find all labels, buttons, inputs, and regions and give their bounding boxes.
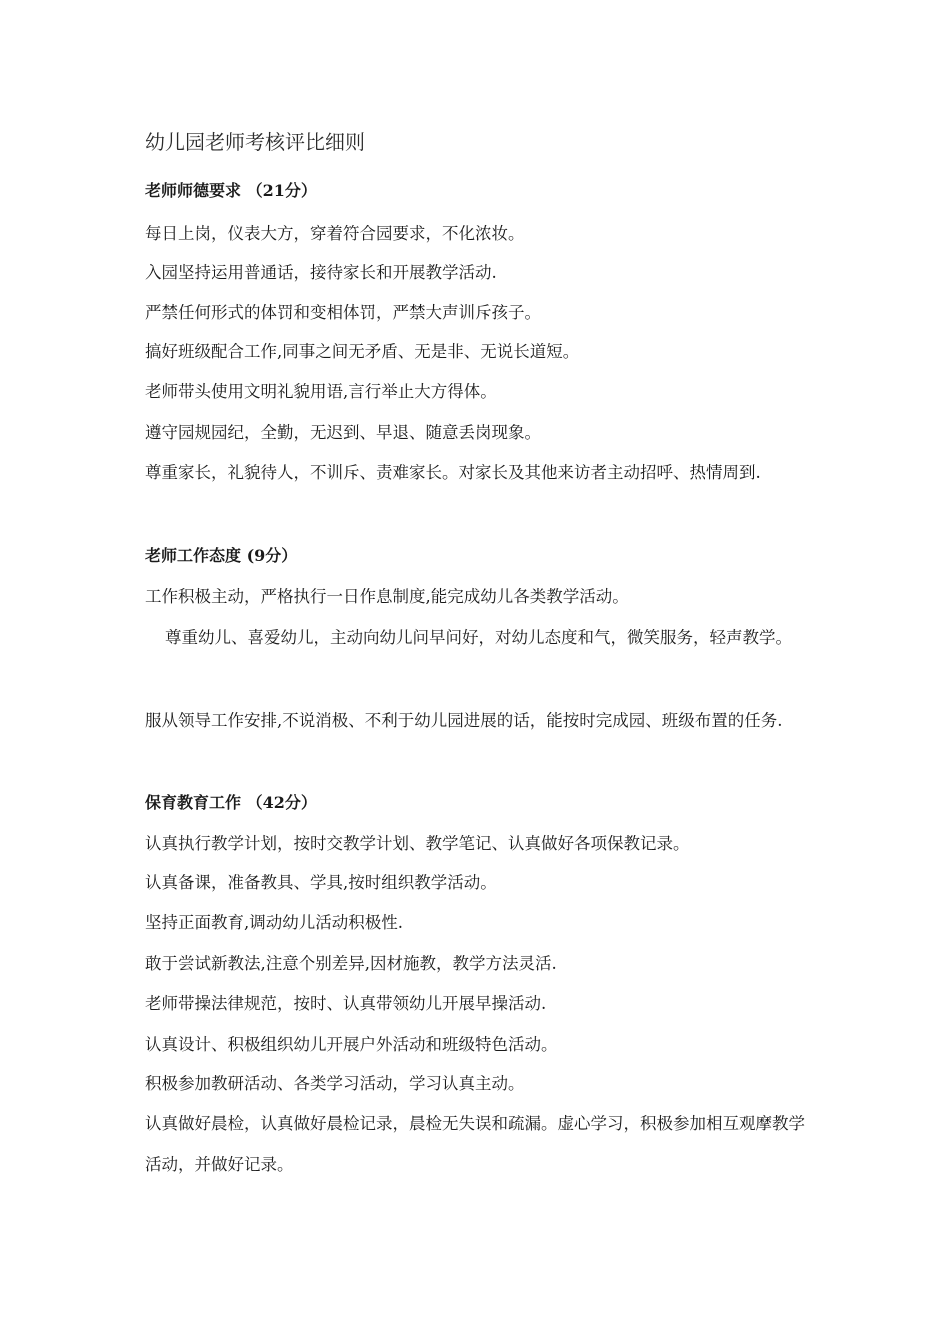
list-item: 入园坚持运用普通话，接待家长和开展教学活动. bbox=[145, 263, 497, 282]
section-heading-ethics: 老师师德要求 （21分） bbox=[145, 181, 317, 200]
list-item: 坚持正面教育,调动幼儿活动积极性. bbox=[145, 913, 403, 932]
list-item: 老师带操法律规范，按时、认真带领幼儿开展早操活动. bbox=[145, 994, 547, 1013]
list-item: 服从领导工作安排,不说消极、不利于幼儿园进展的话，能按时完成园、班级布置的任务. bbox=[145, 711, 783, 730]
document-title: 幼儿园老师考核评比细则 bbox=[145, 130, 365, 154]
list-item: 遵守园规园纪，全勤，无迟到、早退、随意丢岗现象。 bbox=[145, 423, 541, 442]
list-item: 尊重幼儿、喜爱幼儿，主动向幼儿问早问好，对幼儿态度和气，微笑服务，轻声教学。 bbox=[165, 628, 792, 647]
list-item: 搞好班级配合工作,同事之间无矛盾、无是非、无说长道短。 bbox=[145, 342, 580, 361]
list-item: 认真做好晨检，认真做好晨检记录，晨检无失误和疏漏。虚心学习，积极参加相互观摩教学活动，并做好记录。 bbox=[145, 1114, 805, 1174]
list-item: 老师带头使用文明礼貌用语,言行举止大方得体。 bbox=[145, 382, 497, 401]
list-item: 每日上岗，仪表大方，穿着符合园要求，不化浓妆。 bbox=[145, 224, 525, 243]
list-item: 工作积极主动，严格执行一日作息制度,能完成幼儿各类教学活动。 bbox=[145, 587, 629, 606]
list-item: 认真执行教学计划，按时交教学计划、教学笔记、认真做好各项保教记录。 bbox=[145, 834, 690, 853]
list-item: 积极参加教研活动、各类学习活动，学习认真主动。 bbox=[145, 1074, 525, 1093]
list-item: 严禁任何形式的体罚和变相体罚，严禁大声训斥孩子。 bbox=[145, 303, 541, 322]
section-heading-education: 保育教育工作 （42分） bbox=[145, 793, 317, 812]
list-item: 认真设计、积极组织幼儿开展户外活动和班级特色活动。 bbox=[145, 1035, 558, 1054]
list-item: 尊重家长，礼貌待人，不训斥、责难家长。对家长及其他来访者主动招呼、热情周到. bbox=[145, 463, 761, 482]
list-item: 认真备课，准备教具、学具,按时组织教学活动。 bbox=[145, 873, 497, 892]
list-item: 敢于尝试新教法,注意个别差异,因材施教，教学方法灵活. bbox=[145, 954, 557, 973]
section-heading-attitude: 老师工作态度 (9分） bbox=[145, 546, 298, 565]
